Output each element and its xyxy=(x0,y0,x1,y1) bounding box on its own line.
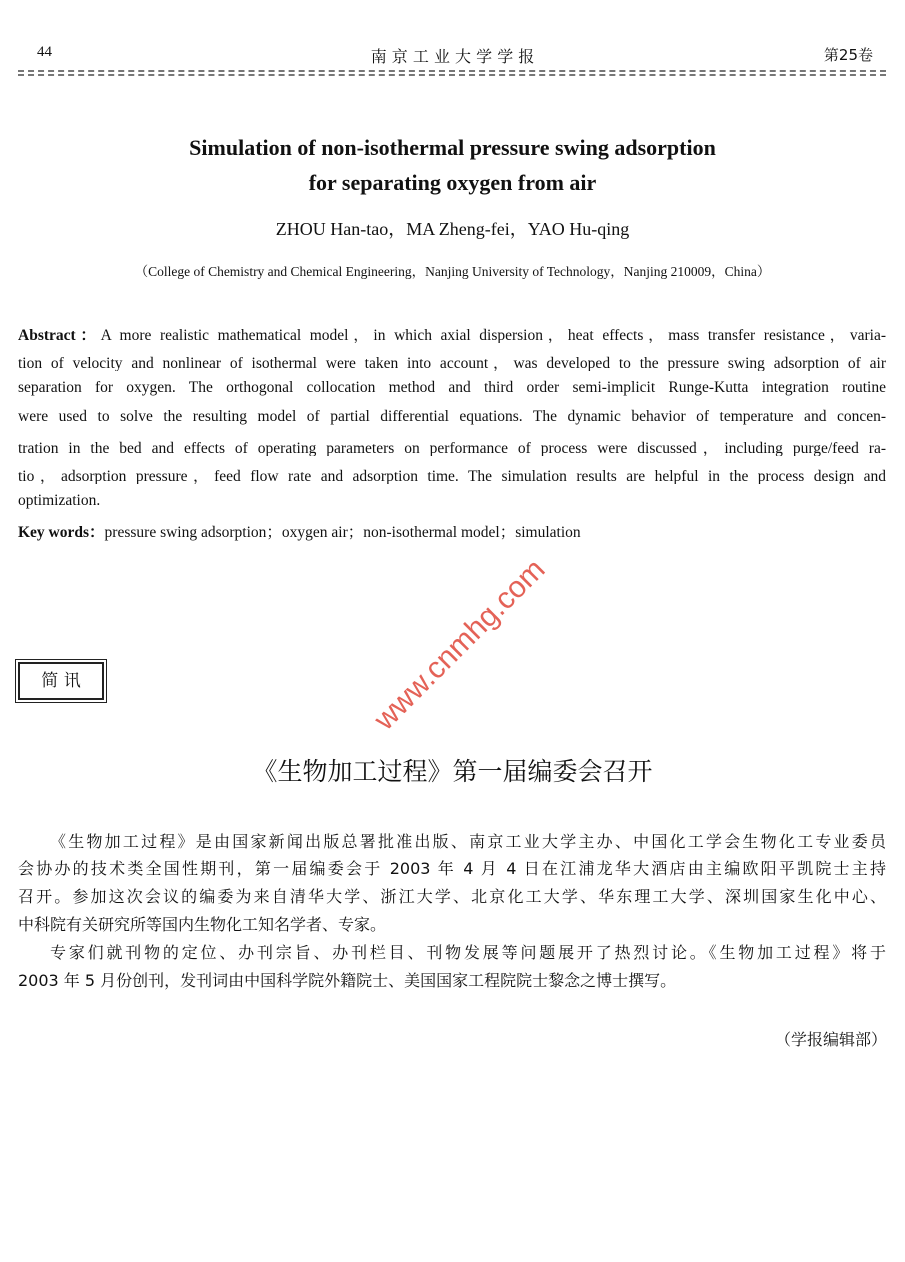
news-line: 中科院有关研究所等国内生物化工知名学者、专家。 xyxy=(18,915,387,934)
abstract-line xyxy=(18,323,886,343)
volume-label: 第25卷 xyxy=(823,46,873,64)
header-rule xyxy=(18,70,886,72)
keywords-label: Key words： xyxy=(18,524,105,541)
title-line: Simulation of non-isothermal pressure swing adsorption xyxy=(189,135,716,160)
news-line: 会协办的技术类全国性期刊，第一届编委会于 2003 年 4 月 4 日在江浦龙华大酒店由主编欧阳平凯院士主持 xyxy=(18,859,886,878)
news-line: 专家们就刊物的定位、办刊宗旨、办刊栏目、刊物发展等问题展开了热烈讨论。《生物加工过程》将于 xyxy=(50,943,886,962)
news-line: 《生物加工过程》是由国家新闻出版总署批准出版、南京工业大学主办、中国化工学会生物化工专业委员 xyxy=(50,832,886,851)
abstract-line: were used to solve the resulting model of partial differential equations. The dynamic behavior of temperature and concen- xyxy=(18,408,886,425)
abstract-line: separation for oxygen. The orthogonal collocation method and third order semi-implicit Runge-Kutta integration routine xyxy=(18,379,886,396)
affiliation: （College of Chemistry and Chemical Engineering，Nanjing University of Technology，Nanjing 210009，China） xyxy=(134,264,771,279)
abstract-text: A more realistic mathematical model，in which axial dispersion，heat effects，mass transfer resistance，varia- xyxy=(100,327,886,343)
journal-name: 南 京 工 业 大 学 学 报 xyxy=(370,47,535,66)
news-signature: （学报编辑部） xyxy=(774,1030,887,1049)
news-line: 召开。参加这次会议的编委为来自清华大学、浙江大学、北京化工大学、华东理工大学、深圳国家生化中心、 xyxy=(18,887,886,906)
authors: ZHOU Han-tao，MA Zheng-fei，YAO Hu-qing xyxy=(275,219,630,239)
abstract-line: optimization. xyxy=(18,492,101,509)
watermark: www.cnmhg.com xyxy=(367,552,552,737)
news-line: 2003 年 5 月份创刊，发刊词由中国科学院外籍院士、美国国家工程院院士黎念之博士撰写。 xyxy=(18,971,677,990)
header-rule xyxy=(18,74,886,76)
title-line: for separating oxygen from air xyxy=(308,170,597,195)
keywords xyxy=(18,520,886,542)
abstract-label: Abstract： xyxy=(18,327,101,343)
abstract-line: tration in the bed and effects of operating parameters on performance of process were discussed，including purge/feed ra- xyxy=(18,440,886,456)
keywords-text: pressure swing adsorption；oxygen air；non-isothermal model；simulation xyxy=(104,524,581,541)
abstract-line: tion of velocity and nonlinear of isothermal were taken into account，was developed to the pressure swing adsorption of air xyxy=(18,355,886,371)
article-title xyxy=(0,130,905,200)
news-section-label: 简 讯 xyxy=(18,662,104,700)
abstract-line: tio，adsorption pressure，feed flow rate and adsorption time. The simulation results are helpful in the process design and xyxy=(18,468,886,484)
news-title: 《生物加工过程》第一届编委会召开 xyxy=(252,757,653,786)
page-number: 44 xyxy=(37,44,52,60)
